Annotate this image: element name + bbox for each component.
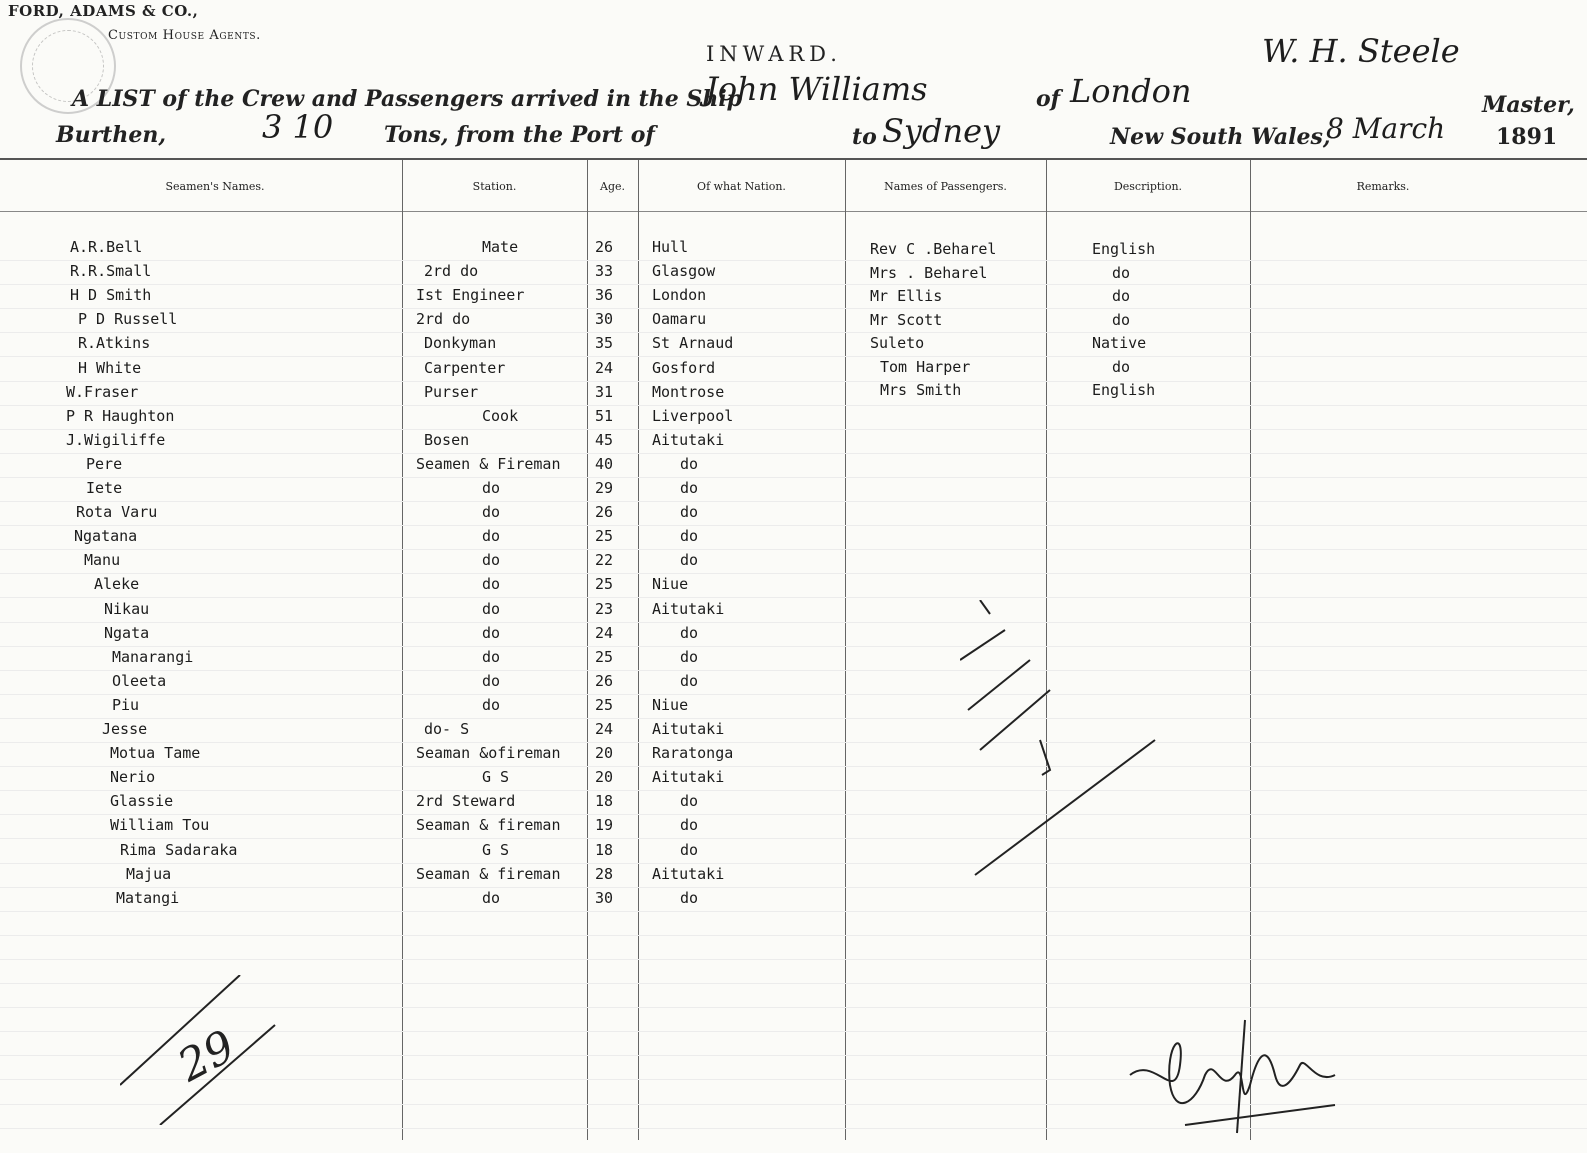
header-rule-top bbox=[0, 158, 1587, 160]
crew-nation: Hull bbox=[652, 238, 689, 256]
crew-name: J.Wigiliffe bbox=[66, 430, 166, 449]
crew-nation: do bbox=[680, 840, 699, 859]
crew-nation: do bbox=[680, 647, 699, 666]
tons-from-label: Tons, from the Port of bbox=[384, 122, 655, 148]
crew-nation: do bbox=[680, 454, 699, 473]
signature bbox=[1125, 1015, 1345, 1135]
passenger-name: Tom Harper bbox=[880, 357, 971, 376]
crew-name: Manarangi bbox=[112, 647, 194, 666]
ruled-line bbox=[0, 622, 1587, 647]
crew-name: W.Fraser bbox=[66, 382, 139, 401]
destination-handwritten: Sydney bbox=[882, 112, 1001, 150]
crew-station: do bbox=[482, 888, 501, 907]
crew-station: Mate bbox=[482, 238, 519, 256]
crew-nation: Niue bbox=[652, 575, 689, 594]
crew-age: 45 bbox=[595, 430, 614, 449]
ruled-line bbox=[0, 525, 1587, 550]
tons-handwritten: 3 10 bbox=[262, 108, 334, 146]
ruled-line bbox=[0, 1128, 1587, 1153]
home-port-handwritten: London bbox=[1070, 72, 1192, 110]
crew-station: do bbox=[482, 671, 501, 690]
crew-age: 33 bbox=[595, 262, 614, 281]
ruled-line bbox=[0, 453, 1587, 478]
ruled-line bbox=[0, 405, 1587, 430]
year-label: 1891 bbox=[1496, 124, 1558, 150]
crew-nation: Oamaru bbox=[652, 310, 707, 329]
ruled-line bbox=[0, 790, 1587, 815]
crew-name: Majua bbox=[126, 864, 172, 883]
ruled-line bbox=[0, 838, 1587, 863]
crew-station: do bbox=[482, 527, 501, 546]
crew-age: 25 bbox=[595, 527, 614, 546]
crew-station: Seamen & Fireman bbox=[416, 454, 561, 473]
crew-nation: London bbox=[652, 286, 707, 305]
column-header-nation: Of what Nation. bbox=[697, 180, 786, 193]
crew-age: 23 bbox=[595, 599, 614, 618]
crew-nation: Niue bbox=[652, 695, 689, 714]
crew-name: Ngata bbox=[104, 623, 150, 642]
crew-nation: do bbox=[680, 551, 699, 570]
crew-name: A.R.Bell bbox=[70, 238, 143, 256]
ruled-line bbox=[0, 332, 1587, 357]
crew-name: Aleke bbox=[94, 575, 140, 594]
crew-nation: Montrose bbox=[652, 382, 725, 401]
crew-nation: Aitutaki bbox=[652, 430, 725, 449]
crew-age: 31 bbox=[595, 382, 614, 401]
passenger-name: Mr Scott bbox=[870, 310, 943, 329]
ruled-line bbox=[0, 887, 1587, 912]
of-label: of bbox=[1036, 86, 1061, 112]
crew-name: Motua Tame bbox=[110, 744, 201, 763]
crew-station: G S bbox=[482, 840, 510, 859]
crew-age: 26 bbox=[595, 238, 614, 256]
crew-nation: do bbox=[680, 527, 699, 546]
crew-name: Nikau bbox=[104, 599, 150, 618]
crew-nation: Liverpool bbox=[652, 406, 734, 425]
crew-station: Ist Engineer bbox=[416, 286, 525, 305]
passenger-description: English bbox=[1092, 381, 1156, 399]
crew-station: do bbox=[482, 575, 501, 594]
crew-name: P R Haughton bbox=[66, 406, 175, 425]
crew-nation: Raratonga bbox=[652, 744, 734, 763]
passenger-description: do bbox=[1112, 287, 1131, 305]
crew-station: Seaman &ofireman bbox=[416, 744, 561, 763]
ruled-line bbox=[0, 284, 1587, 309]
ruled-line bbox=[0, 477, 1587, 502]
passenger-description: Native bbox=[1092, 334, 1147, 352]
crew-nation: do bbox=[680, 792, 699, 811]
ruled-line bbox=[0, 260, 1587, 285]
crew-age: 26 bbox=[595, 671, 614, 690]
crew-station: do bbox=[482, 503, 501, 522]
master-label: Master, bbox=[1482, 92, 1575, 118]
burthen-label: Burthen, bbox=[56, 122, 166, 148]
ruled-line bbox=[0, 573, 1587, 598]
ruled-line bbox=[0, 694, 1587, 719]
ruled-line bbox=[0, 549, 1587, 574]
crew-station: Donkyman bbox=[424, 334, 497, 353]
crew-nation: Aitutaki bbox=[652, 599, 725, 618]
ruled-line bbox=[0, 429, 1587, 454]
crew-age: 19 bbox=[595, 816, 614, 835]
passenger-description: do bbox=[1112, 357, 1131, 376]
ruled-line bbox=[0, 814, 1587, 839]
tally-marks bbox=[960, 600, 1160, 880]
crew-station: Seaman & fireman bbox=[416, 864, 561, 883]
crew-name: H White bbox=[78, 358, 142, 377]
crew-age: 20 bbox=[595, 744, 614, 763]
crew-nation: Aitutaki bbox=[652, 864, 725, 883]
ruled-line bbox=[0, 863, 1587, 888]
crew-age: 18 bbox=[595, 840, 614, 859]
crew-station: do bbox=[482, 695, 501, 714]
crew-age: 28 bbox=[595, 864, 614, 883]
crew-nation: Glasgow bbox=[652, 262, 716, 281]
crew-nation: Aitutaki bbox=[652, 768, 725, 787]
crew-name: Piu bbox=[112, 695, 140, 714]
ruled-line bbox=[0, 646, 1587, 671]
crew-age: 29 bbox=[595, 479, 614, 497]
ruled-line bbox=[0, 597, 1587, 622]
crew-station: do bbox=[482, 479, 501, 497]
date-handwritten: 8 March bbox=[1326, 112, 1446, 145]
crew-age: 30 bbox=[595, 888, 614, 907]
crew-age: 26 bbox=[595, 503, 614, 522]
crew-age: 36 bbox=[595, 286, 614, 305]
nsw-label: New South Wales, bbox=[1110, 124, 1331, 150]
crew-age: 40 bbox=[595, 454, 614, 473]
agency-subtitle: Custom House Agents. bbox=[108, 28, 261, 43]
crew-name: William Tou bbox=[110, 816, 210, 835]
crew-name: Manu bbox=[84, 551, 121, 570]
crew-age: 24 bbox=[595, 720, 614, 738]
column-header-seamen: Seamen's Names. bbox=[165, 180, 265, 193]
crew-station: 2rd do bbox=[424, 262, 479, 281]
tally-total bbox=[120, 975, 290, 1125]
crew-station: Bosen bbox=[424, 430, 470, 449]
passenger-name: Mrs . Beharel bbox=[870, 263, 988, 282]
crew-age: 25 bbox=[595, 647, 614, 666]
ruled-line bbox=[0, 935, 1587, 960]
crew-nation: do bbox=[680, 503, 699, 522]
ruled-line bbox=[0, 911, 1587, 936]
crew-name: Glassie bbox=[110, 792, 174, 811]
passenger-description: do bbox=[1112, 310, 1131, 329]
header-rule-bottom bbox=[0, 211, 1587, 212]
crew-nation: Aitutaki bbox=[652, 720, 725, 738]
crew-nation: do bbox=[680, 888, 699, 907]
master-name-handwritten: W. H. Steele bbox=[1262, 32, 1460, 70]
agency-name: FORD, ADAMS & CO., bbox=[8, 2, 199, 20]
crew-station: do bbox=[482, 551, 501, 570]
crew-station: do bbox=[482, 599, 501, 618]
crew-nation: do bbox=[680, 479, 699, 497]
crew-name: Jesse bbox=[102, 720, 148, 738]
ruled-line bbox=[0, 670, 1587, 695]
passenger-name: Rev C .Beharel bbox=[870, 240, 997, 258]
crew-name: Ngatana bbox=[74, 527, 138, 546]
ruled-line bbox=[0, 356, 1587, 381]
crew-name: P D Russell bbox=[78, 310, 178, 329]
crew-station: do bbox=[482, 647, 501, 666]
ruled-line bbox=[0, 381, 1587, 406]
crew-name: Rota Varu bbox=[76, 503, 158, 522]
ruled-line bbox=[0, 501, 1587, 526]
crew-age: 51 bbox=[595, 406, 614, 425]
passenger-name: Mr Ellis bbox=[870, 287, 943, 305]
passenger-description: do bbox=[1112, 263, 1131, 282]
crew-name: Matangi bbox=[116, 888, 180, 907]
crew-station: G S bbox=[482, 768, 510, 787]
crew-name: Iete bbox=[86, 479, 123, 497]
crew-age: 30 bbox=[595, 310, 614, 329]
crew-age: 18 bbox=[595, 792, 614, 811]
ruled-line bbox=[0, 742, 1587, 767]
crew-station: 2rd do bbox=[416, 310, 471, 329]
ruled-line bbox=[0, 308, 1587, 333]
crew-name: Rima Sadaraka bbox=[120, 840, 238, 859]
crew-station: Carpenter bbox=[424, 358, 506, 377]
crew-station: Seaman & fireman bbox=[416, 816, 561, 835]
crew-age: 35 bbox=[595, 334, 614, 353]
ruled-line bbox=[0, 766, 1587, 791]
crew-nation: do bbox=[680, 623, 699, 642]
crew-name: R.Atkins bbox=[78, 334, 151, 353]
crew-station: do- S bbox=[424, 720, 470, 738]
crew-nation: St Arnaud bbox=[652, 334, 734, 353]
crew-age: 25 bbox=[595, 575, 614, 594]
crew-name: Pere bbox=[86, 454, 123, 473]
crew-name: Oleeta bbox=[112, 671, 167, 690]
ruled-line bbox=[0, 718, 1587, 743]
passenger-name: Mrs Smith bbox=[880, 381, 962, 399]
inward-heading: INWARD. bbox=[706, 42, 842, 66]
crew-nation: do bbox=[680, 671, 699, 690]
crew-name: Nerio bbox=[110, 768, 156, 787]
column-header-description: Description. bbox=[1113, 180, 1183, 193]
to-label: to bbox=[852, 124, 877, 150]
crew-nation: Gosford bbox=[652, 358, 716, 377]
crew-station: 2rd Steward bbox=[416, 792, 516, 811]
crew-age: 20 bbox=[595, 768, 614, 787]
passenger-name: Suleto bbox=[870, 334, 925, 352]
crew-age: 22 bbox=[595, 551, 614, 570]
crew-name: H D Smith bbox=[70, 286, 152, 305]
column-header-station: Station. bbox=[472, 180, 517, 193]
list-heading: A LIST of the Crew and Passengers arrived in the Ship bbox=[72, 86, 743, 112]
crew-age: 24 bbox=[595, 623, 614, 642]
column-header-remarks: Remarks. bbox=[1356, 180, 1410, 193]
crew-station: Purser bbox=[424, 382, 479, 401]
column-header-passengers: Names of Passengers. bbox=[884, 180, 1007, 193]
passenger-description: English bbox=[1092, 240, 1156, 258]
column-header-age: Age. bbox=[600, 180, 625, 193]
crew-nation: do bbox=[680, 816, 699, 835]
crew-age: 24 bbox=[595, 358, 614, 377]
tally-total-number: 29 bbox=[170, 1020, 244, 1092]
ship-name-handwritten: John Williams bbox=[705, 70, 928, 108]
crew-name: R.R.Small bbox=[70, 262, 152, 281]
crew-age: 25 bbox=[595, 695, 614, 714]
crew-station: do bbox=[482, 623, 501, 642]
crew-station: Cook bbox=[482, 406, 519, 425]
